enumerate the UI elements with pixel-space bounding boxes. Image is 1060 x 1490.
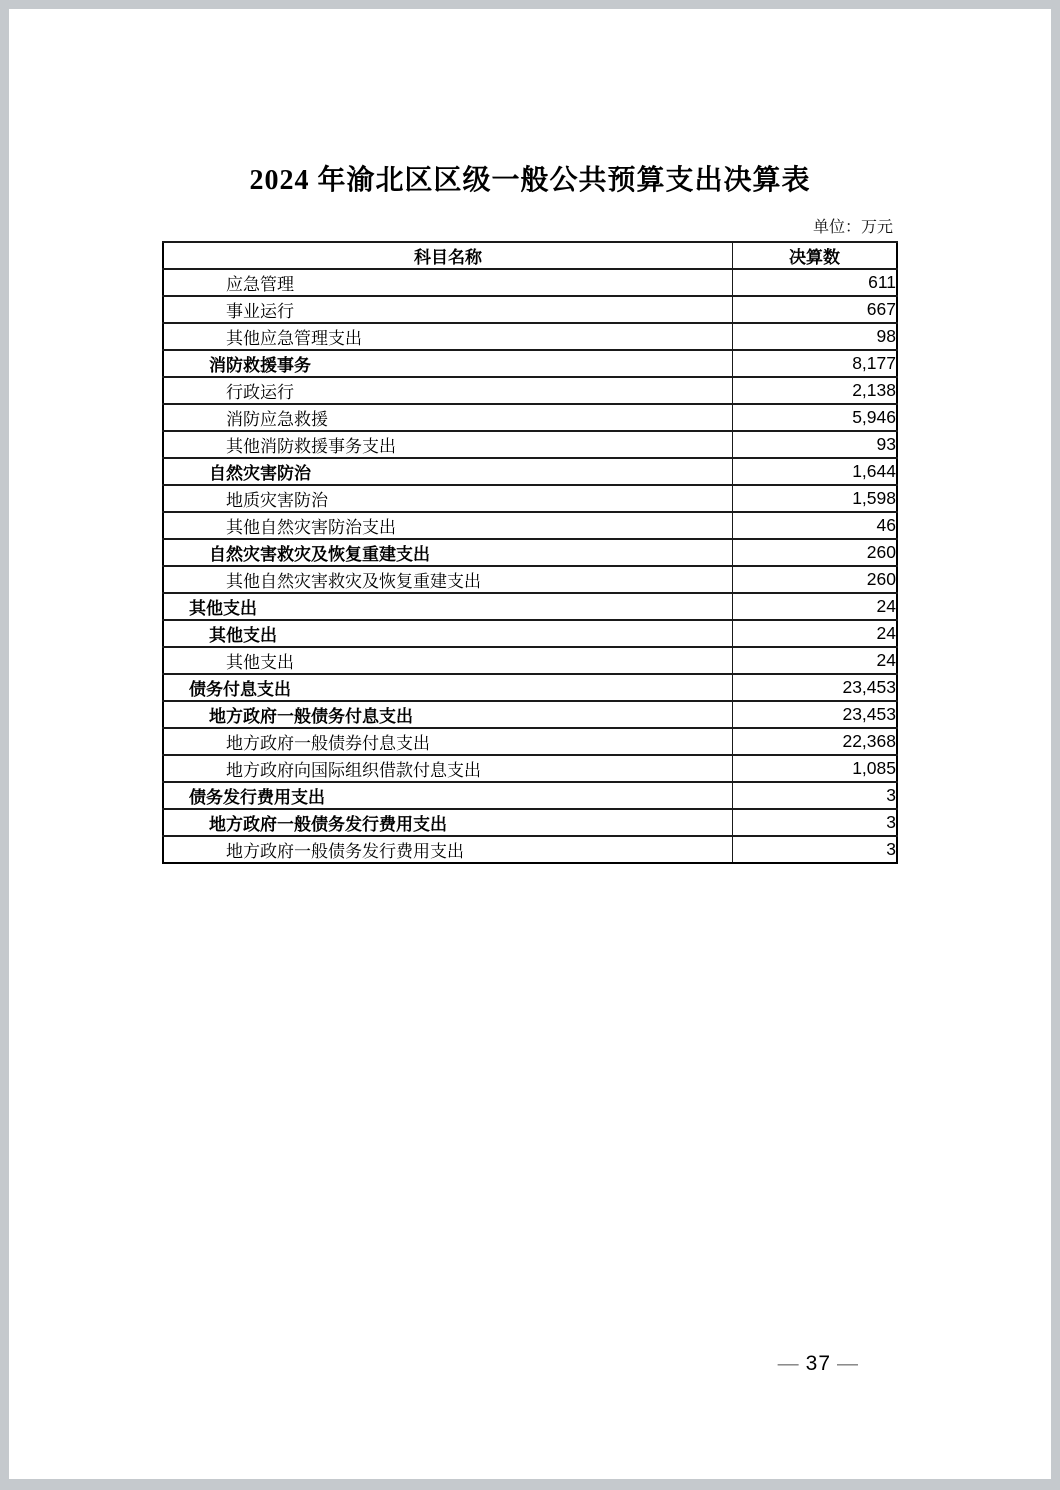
table-row	[163, 809, 897, 836]
page-number	[772, 1352, 865, 1376]
subject-cell: 应急管理	[163, 269, 733, 296]
subject-cell: 债务付息支出	[163, 674, 733, 701]
table-row	[163, 728, 897, 755]
subject-cell: 自然灾害救灾及恢复重建支出	[163, 539, 733, 566]
amount-cell: 3	[733, 836, 898, 863]
subject-cell: 其他消防救援事务支出	[163, 431, 733, 458]
table-row	[163, 620, 897, 647]
table-row	[163, 701, 897, 728]
amount-cell: 260	[733, 539, 898, 566]
column-header-amount: 决算数	[733, 242, 898, 269]
subject-cell: 其他支出	[163, 593, 733, 620]
amount-cell: 22,368	[733, 728, 898, 755]
subject-cell: 地方政府一般债务付息支出	[163, 701, 733, 728]
subject-cell: 其他支出	[163, 620, 733, 647]
table-row	[163, 647, 897, 674]
amount-cell: 24	[733, 647, 898, 674]
column-header-subject: 科目名称	[163, 242, 733, 269]
amount-cell: 1,085	[733, 755, 898, 782]
subject-cell: 事业运行	[163, 296, 733, 323]
table-row	[163, 593, 897, 620]
subject-cell: 其他应急管理支出	[163, 323, 733, 350]
document-page	[9, 9, 1051, 1479]
subject-cell: 自然灾害防治	[163, 458, 733, 485]
table-row	[163, 269, 897, 296]
subject-cell: 消防应急救援	[163, 404, 733, 431]
table-row	[163, 296, 897, 323]
amount-cell: 1,644	[733, 458, 898, 485]
amount-cell: 98	[733, 323, 898, 350]
unit-label: 单位：万元	[812, 219, 893, 236]
table-row	[163, 323, 897, 350]
table-row	[163, 539, 897, 566]
page-title: 2024 年渝北区区级一般公共预算支出决算表	[249, 165, 811, 196]
table-row	[163, 377, 897, 404]
page-number-right-dash: —	[837, 1352, 859, 1375]
table-row	[163, 674, 897, 701]
amount-cell: 2,138	[733, 377, 898, 404]
table-row	[163, 431, 897, 458]
amount-cell: 24	[733, 593, 898, 620]
page-number-value: 37	[805, 1352, 831, 1375]
subject-cell: 地方政府向国际组织借款付息支出	[163, 755, 733, 782]
amount-cell: 23,453	[733, 701, 898, 728]
budget-table	[162, 241, 898, 864]
subject-cell: 行政运行	[163, 377, 733, 404]
table-row	[163, 755, 897, 782]
amount-cell: 260	[733, 566, 898, 593]
table-row	[163, 512, 897, 539]
table-row	[163, 350, 897, 377]
table-row	[163, 485, 897, 512]
table-row	[163, 458, 897, 485]
subject-cell: 债务发行费用支出	[163, 782, 733, 809]
amount-cell: 93	[733, 431, 898, 458]
subject-cell: 地方政府一般债务发行费用支出	[163, 836, 733, 863]
table-row	[163, 782, 897, 809]
amount-cell: 8,177	[733, 350, 898, 377]
amount-cell: 3	[733, 809, 898, 836]
subject-cell: 消防救援事务	[163, 350, 733, 377]
subject-cell: 地方政府一般债券付息支出	[163, 728, 733, 755]
amount-cell: 24	[733, 620, 898, 647]
amount-cell: 46	[733, 512, 898, 539]
subject-cell: 地方政府一般债务发行费用支出	[163, 809, 733, 836]
subject-cell: 其他支出	[163, 647, 733, 674]
table-header-row	[163, 242, 897, 269]
amount-cell: 1,598	[733, 485, 898, 512]
subject-cell: 其他自然灾害防治支出	[163, 512, 733, 539]
subject-cell: 地质灾害防治	[163, 485, 733, 512]
amount-cell: 667	[733, 296, 898, 323]
table-row	[163, 404, 897, 431]
amount-cell: 611	[733, 269, 898, 296]
table-row	[163, 836, 897, 863]
amount-cell: 23,453	[733, 674, 898, 701]
amount-cell: 3	[733, 782, 898, 809]
amount-cell: 5,946	[733, 404, 898, 431]
page-number-left-dash: —	[777, 1352, 800, 1375]
subject-cell: 其他自然灾害救灾及恢复重建支出	[163, 566, 733, 593]
table-row	[163, 566, 897, 593]
